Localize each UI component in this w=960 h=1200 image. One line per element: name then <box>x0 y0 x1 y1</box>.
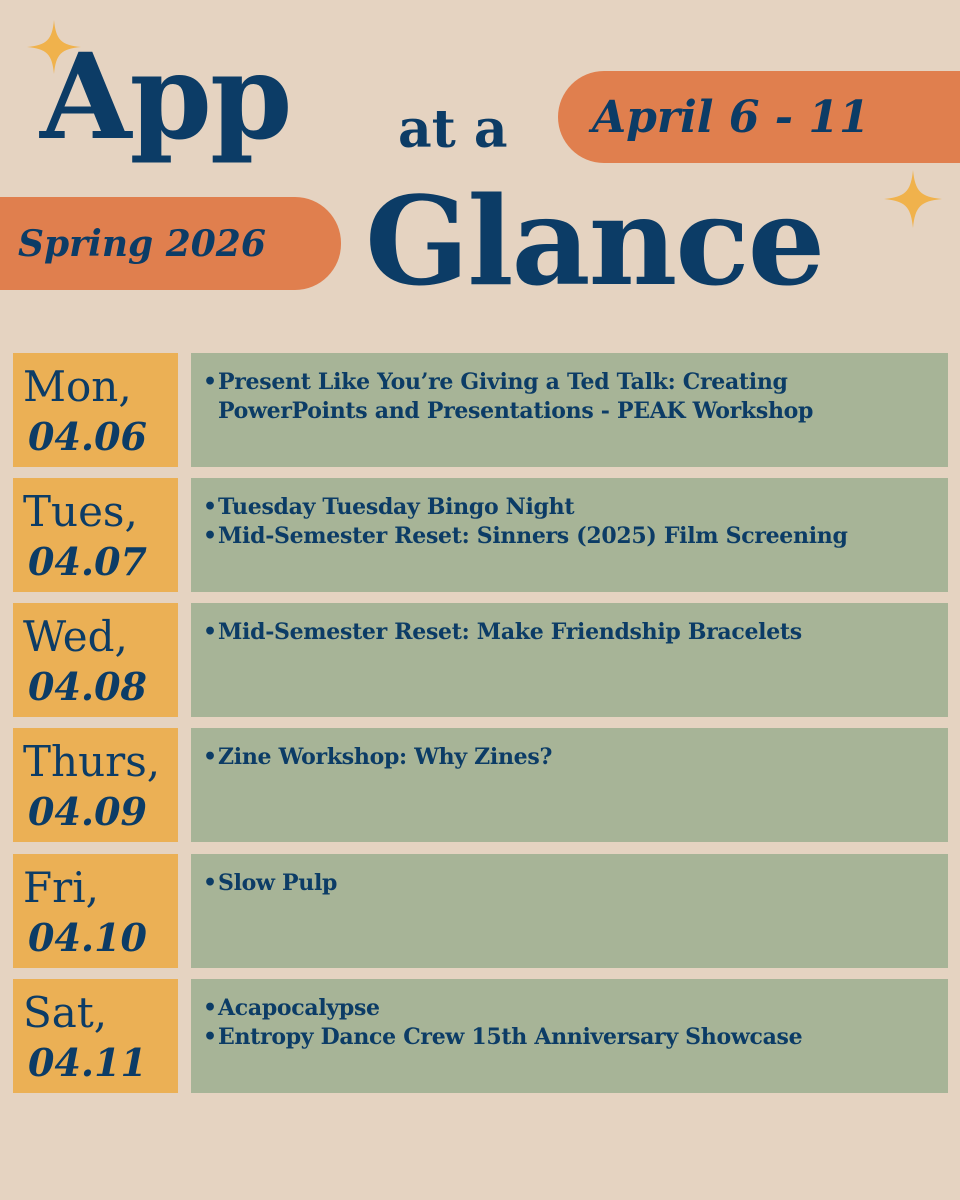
date-cell <box>13 603 178 717</box>
schedule-row-fri <box>13 854 948 968</box>
title-at-a: at a <box>398 99 508 160</box>
title-app: App <box>40 27 291 166</box>
schedule-row-tues <box>13 478 948 592</box>
sparkle-star-icon <box>884 170 942 228</box>
event-item: •Present Like You’re Giving a Ted Talk: Creating PowerPoints and Presentations - PEAK Workshop <box>203 369 814 424</box>
schedule-row-mon <box>13 353 948 467</box>
date-cell <box>13 728 178 842</box>
events-cell <box>191 854 948 968</box>
date-label: 04.09 <box>28 789 147 834</box>
schedule-row-wed <box>13 603 948 717</box>
events-cell <box>191 478 948 592</box>
events-cell <box>191 728 948 842</box>
event-item: •Mid-Semester Reset: Sinners (2025) Film Screening <box>203 523 848 549</box>
event-item: •Entropy Dance Crew 15th Anniversary Showcase <box>203 1024 803 1050</box>
date-range-label: April 6 - 11 <box>592 91 870 143</box>
event-item: •Tuesday Tuesday Bingo Night <box>203 494 575 520</box>
date-label: 04.06 <box>28 414 147 459</box>
date-cell <box>13 854 178 968</box>
day-label: Wed, <box>23 612 128 661</box>
day-label: Thurs, <box>23 737 161 786</box>
event-item: •Mid-Semester Reset: Make Friendship Bracelets <box>203 619 802 645</box>
date-label: 04.10 <box>28 915 147 960</box>
day-label: Fri, <box>23 863 100 912</box>
event-item: •Acapocalypse <box>203 995 380 1021</box>
date-label: 04.08 <box>28 664 147 709</box>
events-cell <box>191 979 948 1093</box>
schedule-row-sat <box>13 979 948 1093</box>
title-glance: Glance <box>365 169 824 313</box>
date-cell <box>13 478 178 592</box>
date-label: 04.11 <box>28 1040 147 1085</box>
event-item: •Slow Pulp <box>203 870 338 896</box>
day-label: Tues, <box>23 487 138 536</box>
date-range-pill <box>558 71 960 163</box>
day-label: Mon, <box>23 362 132 411</box>
date-cell <box>13 979 178 1093</box>
schedule-row-thurs <box>13 728 948 842</box>
events-cell <box>191 603 948 717</box>
date-cell <box>13 353 178 467</box>
event-item: •Zine Workshop: Why Zines? <box>203 744 553 770</box>
day-label: Sat, <box>23 988 108 1037</box>
date-label: 04.07 <box>28 539 147 584</box>
season-label: Spring 2026 <box>18 222 266 265</box>
events-cell <box>191 353 948 467</box>
season-pill <box>0 197 341 290</box>
